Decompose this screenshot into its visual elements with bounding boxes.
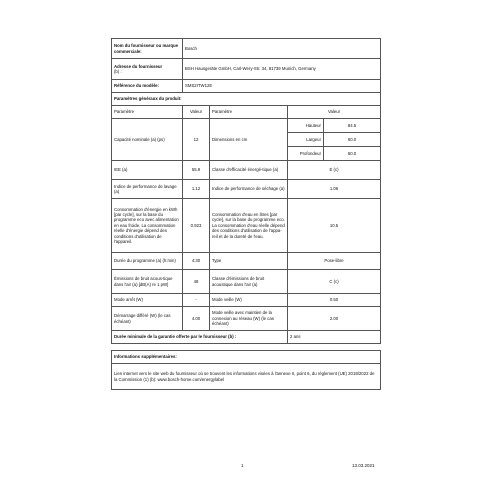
type-value: Pose-libre xyxy=(288,253,381,270)
supplier-value: Bosch xyxy=(183,39,381,59)
warranty-value: 2 ans xyxy=(288,331,381,344)
additional-text: Lien internet vers le site web du fournisseur où se trouvent les informations visées à l'annexe II, point 6, du règlement (UE) 2019/2022 de la Commission (1) (b): www.bosch-home.com/energylabel xyxy=(112,364,381,390)
col-value2: Valeur xyxy=(288,106,381,119)
cleaning-value: 1.12 xyxy=(183,180,210,199)
network-standby-value: 2.00 xyxy=(288,307,381,331)
page-number: 1 xyxy=(241,463,244,468)
water-consumption-value: 10.5 xyxy=(288,199,381,253)
depth-label: Profondeur xyxy=(288,147,324,161)
iee-label: IEE (a) xyxy=(112,161,183,180)
height-label: Hauteur xyxy=(288,119,324,133)
width-value: 60.0 xyxy=(324,133,381,147)
cleaning-row xyxy=(112,180,381,199)
water-consumption-label: Consommation d'eau en litres [par cycle], sur la base du programme eco. La consommation d'eau réelle dépend des conditions d'utilisation de l'appa-reil et de la dureté de l'eau. xyxy=(210,199,288,253)
additional-text-row xyxy=(112,364,381,390)
address-label-cell xyxy=(112,59,183,80)
capacity-row xyxy=(112,119,381,133)
delay-row xyxy=(112,307,381,331)
dimensions-label: Dimensions en cm xyxy=(210,119,288,161)
warranty-label: Durée minimale de la garantie offerte par le fournisseur (b) : xyxy=(112,331,288,344)
address-note: (b) : xyxy=(114,69,122,74)
supplier-label: Nom du fournisseur ou marque commerciale: xyxy=(112,39,183,59)
column-header-row xyxy=(112,106,381,119)
energy-class-value: E (c) xyxy=(288,161,381,180)
col-value: Valeur xyxy=(183,106,210,119)
col-param2: Paramètre xyxy=(210,106,288,119)
product-information-sheet xyxy=(111,38,380,390)
duration-label: Durée du programme (a) (h:min) xyxy=(112,253,183,270)
general-title-row xyxy=(112,93,381,106)
iee-value: 55.9 xyxy=(183,161,210,180)
additional-title: Informations supplémentaires: xyxy=(112,351,381,364)
off-mode-row xyxy=(112,294,381,307)
depth-value: 60.0 xyxy=(324,147,381,161)
consumption-row xyxy=(112,199,381,253)
noise-value: 48 xyxy=(183,270,210,294)
delay-start-value: 4.00 xyxy=(183,307,210,331)
spacer xyxy=(112,344,381,351)
width-label: Largeur xyxy=(288,133,324,147)
noise-class-value: C (c) xyxy=(288,270,381,294)
standby-label: Mode veille (W) xyxy=(210,294,288,307)
product-info-table xyxy=(111,38,381,390)
off-mode-label: Mode arrêt (W) xyxy=(112,294,183,307)
spacer-row xyxy=(112,344,381,351)
address-label: Adresse du fournisseur xyxy=(114,63,163,69)
off-mode-value: - xyxy=(183,294,210,307)
model-value: SMS2ITW12E xyxy=(183,80,381,93)
address-value: BSH Hausgeräte GmbH, Carl-Wery-Str. 34, 81739 Munich, Germany xyxy=(183,59,381,80)
energy-consumption-value: 0.923 xyxy=(183,199,210,253)
general-title: Paramètres généraux du produit: xyxy=(112,93,381,106)
duration-value: 4:30 xyxy=(183,253,210,270)
energy-consumption-label: Consommation d'énergie en kWh [par cycle], sur la base du programme eco avec alimentation en eau froide. La consommation réelle d'énergie dépend des conditions d'utilisation de l'appareil. xyxy=(112,199,183,253)
height-value: 84.5 xyxy=(324,119,381,133)
warranty-row xyxy=(112,331,381,344)
model-row xyxy=(112,80,381,93)
drying-label: Indice de performance de séchage (a) xyxy=(210,180,288,199)
delay-start-label: Démarrage différé (W) (le cas échéant) xyxy=(112,307,183,331)
iee-row xyxy=(112,161,381,180)
capacity-value: 12 xyxy=(183,119,210,161)
type-label: Type xyxy=(210,253,288,270)
drying-value: 1.06 xyxy=(288,180,381,199)
capacity-label: Capacité nominale (a) (ps) xyxy=(112,119,183,161)
energy-class-label: Classe d'efficacité énergé-tique (a) xyxy=(210,161,288,180)
additional-title-row xyxy=(112,351,381,364)
col-param: Paramètre xyxy=(112,106,183,119)
model-label: Référence du modèle: xyxy=(112,80,183,93)
standby-value: 0.50 xyxy=(288,294,381,307)
footer-date: 13.03.2021 xyxy=(352,463,375,468)
noise-label: Émissions de bruit acous-tique dans l'air (a) [dB(A) re 1 pW] xyxy=(112,270,183,294)
network-standby-label: Mode veille avec maintien de la connexion au réseau (W) (le cas échéant) xyxy=(210,307,288,331)
duration-row xyxy=(112,253,381,270)
noise-class-label: Classe d'émissions de bruit acoustique dans l'air (a) xyxy=(210,270,288,294)
noise-row xyxy=(112,270,381,294)
cleaning-label: Indice de performance de lavage (a) xyxy=(112,180,183,199)
address-row xyxy=(112,59,381,80)
supplier-row xyxy=(112,39,381,59)
